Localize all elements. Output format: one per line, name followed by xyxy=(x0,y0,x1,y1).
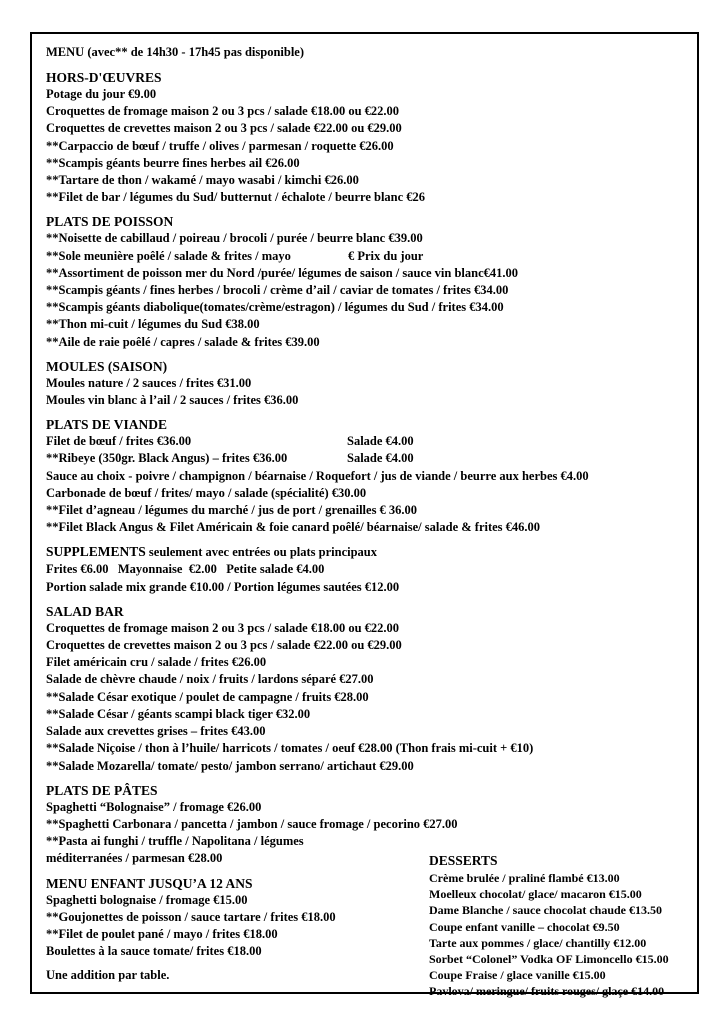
dessert-item: Coupe Fraise / glace vanille €15.00 xyxy=(429,968,606,983)
section-heading: PLATS DE PÂTES xyxy=(46,782,158,798)
menu-item: **Filet de poulet pané / mayo / frites €18.00 xyxy=(46,926,278,941)
footer-note: Une addition par table. xyxy=(46,968,170,983)
menu-item-name: **Sole meunière poêlé / salade & frites / mayo xyxy=(46,248,291,263)
section-heading: DESSERTS xyxy=(429,853,498,868)
menu-item xyxy=(46,248,696,265)
menu-item: Moules vin blanc à l’ail / 2 sauces / frites €36.00 xyxy=(46,393,299,408)
section-hors-doeuvres xyxy=(46,69,696,206)
menu-item-side: Salade €4.00 xyxy=(347,434,414,449)
menu-item: Filet américain cru / salade / frites €26.00 xyxy=(46,655,267,670)
menu-item-name: **Ribeye (350gr. Black Angus) – frites €36.00 xyxy=(46,451,288,466)
menu-item: Croquettes de fromage maison 2 ou 3 pcs / salade €18.00 ou €22.00 xyxy=(46,104,400,119)
menu-item: **Tartare de thon / wakamé / mayo wasabi / kimchi €26.00 xyxy=(46,173,359,188)
section-heading-title: SUPPLEMENTS xyxy=(46,544,146,560)
menu-item: Portion salade mix grande €10.00 / Portion légumes sautées €12.00 xyxy=(46,579,400,594)
dessert-item: Moelleux chocolat/ glace/ macaron €15.00 xyxy=(429,887,642,902)
menu-frame xyxy=(30,32,699,999)
section-heading: MOULES (SAISON) xyxy=(46,358,168,374)
menu-item: méditerranées / parmesan €28.00 xyxy=(46,851,223,866)
menu-item: **Scampis géants beurre fines herbes ail €26.00 xyxy=(46,155,300,170)
menu-main-column xyxy=(46,44,696,984)
menu-item-name: Filet de bœuf / frites €36.00 xyxy=(46,434,192,449)
dessert-item: Tarte aux pommes / glace/ chantilly €12.00 xyxy=(429,935,647,950)
menu-item: **Pasta ai funghi / truffle / Napolitana / légumes xyxy=(46,834,304,849)
section-supplements xyxy=(46,543,696,595)
menu-item: **Assortiment de poisson mer du Nord /purée/ légumes de saison / sauce vin blanc€41.00 xyxy=(46,265,519,280)
section-salad-bar xyxy=(46,603,696,775)
menu-item: **Thon mi-cuit / légumes du Sud €38.00 xyxy=(46,317,260,332)
menu-item: **Scampis géants / fines herbes / brocoli / crème d’ail / caviar de tomates / frites €34.00 xyxy=(46,283,509,298)
menu-item: Spaghetti bolognaise / fromage €15.00 xyxy=(46,892,248,907)
menu-item: **Spaghetti Carbonara / pancetta / jambon / sauce fromage / pecorino €27.00 xyxy=(46,816,458,831)
section-heading-note: seulement avec entrées ou plats principaux xyxy=(145,545,378,560)
menu-item: Spaghetti “Bolognaise” / fromage €26.00 xyxy=(46,799,262,814)
menu-item xyxy=(46,433,696,450)
menu-item: Salade de chèvre chaude / noix / fruits / lardons séparé €27.00 xyxy=(46,672,374,687)
menu-item: **Filet de bar / légumes du Sud/ butternut / échalote / beurre blanc €26 xyxy=(46,190,426,205)
dessert-item: Pavlova/ meringue/ fruits rouges/ glaçe €14.00 xyxy=(429,984,665,999)
menu-item: **Salade Niçoise / thon à l’huile/ harricots / tomates / oeuf €28.00 (Thon frais mi-cuit + €10) xyxy=(46,741,534,756)
section-moules xyxy=(46,358,696,409)
section-plats-de-poisson xyxy=(46,213,696,350)
section-desserts xyxy=(429,852,701,1000)
menu-item: Sauce au choix - poivre / champignon / béarnaise / Roquefort / jus de viande / beurre aux herbes €4.00 xyxy=(46,468,589,483)
section-heading: PLATS DE VIANDE xyxy=(46,417,168,433)
menu-item: **Aile de raie poêlé / capres / salade & frites €39.00 xyxy=(46,334,320,349)
dessert-item: Sorbet “Colonel” Vodka OF Limoncello €15.00 xyxy=(429,952,669,967)
dessert-item: Coupe enfant vanille – chocolat €9.50 xyxy=(429,919,620,934)
menu-item: **Salade César / géants scampi black tiger €32.00 xyxy=(46,706,311,721)
menu-title: MENU (avec** de 14h30 - 17h45 pas disponible) xyxy=(46,45,305,59)
menu-item: **Filet d’agneau / légumes du marché / jus de port / grenailles € 36.00 xyxy=(46,503,418,518)
section-heading: PLATS DE POISSON xyxy=(46,214,174,230)
menu-item: Moules nature / 2 sauces / frites €31.00 xyxy=(46,375,252,390)
section-plats-de-viande xyxy=(46,416,696,536)
menu-item: Croquettes de crevettes maison 2 ou 3 pcs / salade €22.00 ou €29.00 xyxy=(46,638,402,653)
menu-item: Frites €6.00 Mayonnaise €2.00 Petite salade €4.00 xyxy=(46,562,325,577)
menu-item-side: Salade €4.00 xyxy=(347,451,414,466)
section-heading: MENU ENFANT JUSQU’A 12 ANS xyxy=(46,875,253,891)
menu-item: **Salade César exotique / poulet de campagne / fruits €28.00 xyxy=(46,689,369,704)
menu-item: Croquettes de fromage maison 2 ou 3 pcs / salade €18.00 ou €22.00 xyxy=(46,620,400,635)
menu-item: Salade aux crevettes grises – frites €43.00 xyxy=(46,724,266,739)
menu-item: Potage du jour €9.00 xyxy=(46,87,157,101)
menu-item: Croquettes de crevettes maison 2 ou 3 pcs / salade €22.00 ou €29.00 xyxy=(46,121,402,136)
menu-item: **Salade Mozarella/ tomate/ pesto/ jambon serrano/ artichaut €29.00 xyxy=(46,758,414,773)
dessert-item: Dame Blanche / sauce chocolat chaude €13.50 xyxy=(429,903,662,918)
menu-item: **Goujonettes de poisson / sauce tartare / frites €18.00 xyxy=(46,909,336,924)
dessert-item: Crème brulée / praliné flambé €13.00 xyxy=(429,871,620,885)
menu-item: Carbonade de bœuf / frites/ mayo / salade (spécialité) €30.00 xyxy=(46,485,367,500)
menu-item xyxy=(46,450,696,467)
section-heading xyxy=(46,543,696,561)
menu-item: Boulettes à la sauce tomate/ frites €18.00 xyxy=(46,944,262,959)
menu-item: **Carpaccio de bœuf / truffe / olives / parmesan / roquette €26.00 xyxy=(46,138,394,153)
section-heading: HORS-D'ŒUVRES xyxy=(46,70,162,85)
section-heading: SALAD BAR xyxy=(46,603,124,619)
menu-item: **Filet Black Angus & Filet Américain & foie canard poêlé/ béarnaise/ salade & frites €46.00 xyxy=(46,520,541,535)
menu-item-price: € Prix du jour xyxy=(348,248,424,263)
menu-item: **Scampis géants diabolique(tomates/crème/estragon) / légumes du Sud / frites €34.00 xyxy=(46,300,504,315)
menu-item: **Noisette de cabillaud / poireau / brocoli / purée / beurre blanc €39.00 xyxy=(46,231,423,246)
